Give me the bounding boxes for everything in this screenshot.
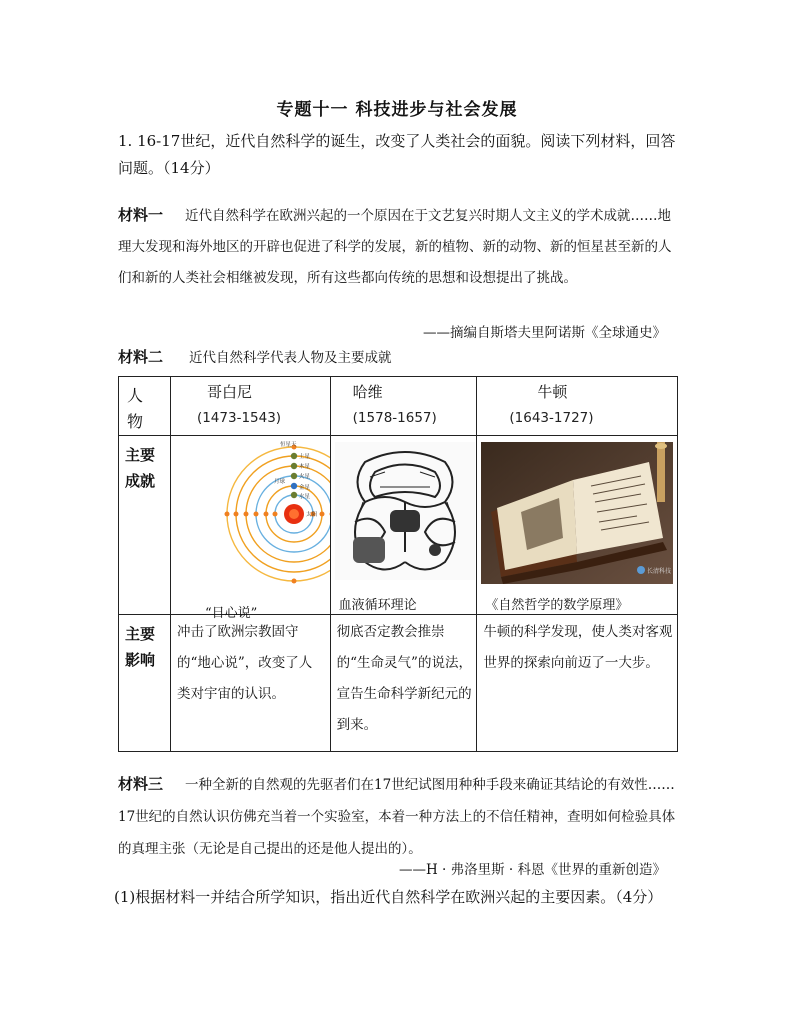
effect-text: 彻底否定教会推崇的“生命灵气”的说法，宣告生命科学新纪元的到来。 (336, 624, 472, 733)
planet-label: 月球 (273, 479, 285, 485)
material-one (118, 200, 678, 294)
watermark-icon (637, 566, 645, 574)
scientist-cell-copernicus (170, 377, 330, 436)
heliocentric-caption: “日心说” (204, 606, 258, 621)
effect-cell-newton (477, 615, 678, 752)
planet-label: 太阳 (305, 512, 317, 518)
material-three-source: ——H · 弗洛里斯 · 科恩《世界的重新创造》 (398, 862, 666, 878)
achievement-label-cell (119, 436, 171, 615)
planet-label: 土星 (298, 454, 310, 460)
scientist-years: (1578-1657) (352, 410, 437, 426)
effect-label: 主要影响 (125, 625, 156, 669)
planet-label: 恒星天 (279, 442, 297, 448)
achievement-label: 主要成就 (125, 446, 156, 490)
planet-label: 火星 (298, 474, 310, 480)
effect-cell-copernicus (170, 615, 330, 752)
circulation-caption: 血液循环理论 (338, 598, 417, 613)
question-intro: 1. 16-17世纪，近代自然科学的诞生，改变了人类社会的面貌。阅读下列材料，回答问题。（14分） (118, 132, 676, 177)
heliocentric-cell (170, 436, 330, 621)
header-label-cell (119, 377, 171, 436)
principia-cell (477, 436, 678, 615)
material-three-text: 一种全新的自然观的先驱者们在17世纪试图用种种手段来确证其结论的有效性……17世纪的自然认识仿佛充当着一个实验室，本着一种方法上的不信任精神，查明如何检验具体的真理主张（无论是自己提出的还是他人提出的）。 (118, 777, 676, 857)
heliocentric-diagram (172, 438, 330, 598)
planet-label: 水星 (298, 494, 310, 500)
scientist-cell-harvey (330, 377, 477, 436)
material-two-heading (118, 346, 678, 367)
principia-photo (481, 442, 673, 584)
effect-cell-harvey (330, 615, 477, 752)
material-one-text: 近代自然科学在欧洲兴起的一个原因在于文艺复兴时期人文主义的学术成就……地理大发现和海外地区的开辟也促进了科学的发展，新的植物、新的动物、新的恒星甚至新的人们和新的人类社会相继被发现，所有这些都向传统的思想和设想提出了挑战。 (118, 208, 672, 286)
material-one-source: ——摘编自斯塔夫里阿诺斯《全球通史》 (423, 325, 666, 341)
scientist-years: (1643-1727) (509, 410, 594, 426)
scientist-cell-newton (477, 377, 678, 436)
scientist-years: (1473-1543) (196, 410, 282, 426)
effect-text: 冲击了欧洲宗教固守的“地心说”，改变了人类对宇宙的认识。 (176, 624, 313, 702)
effect-text: 牛顿的科学发现，使人类对客观世界的探索向前迈了一大步。 (483, 624, 673, 671)
material-two-label: 材料二 (118, 348, 164, 366)
header-label: 人物 (127, 386, 144, 431)
principia-caption: 《自然哲学的数学原理》 (485, 598, 629, 613)
circulation-cell (330, 436, 477, 615)
circulation-diagram (335, 442, 475, 580)
planet-label: 木星 (298, 464, 310, 470)
material-three-label: 材料三 (118, 775, 164, 793)
scientist-name: 哥白尼 (206, 383, 252, 401)
scientist-name: 哈维 (352, 383, 383, 401)
material-two-title: 近代自然科学代表人物及主要成就 (189, 350, 392, 366)
material-one-label: 材料一 (118, 206, 164, 224)
page-title: 专题十一 科技进步与社会发展 (276, 100, 518, 120)
effect-label-cell (119, 615, 171, 752)
scientist-name: 牛顿 (537, 383, 568, 401)
scientists-table (118, 376, 678, 752)
material-three (118, 768, 678, 865)
planet-label: 金星 (298, 485, 310, 491)
sub-question-1: (1)根据材料一并结合所学知识，指出近代自然科学在欧洲兴起的主要因素。（4分） (114, 888, 663, 906)
watermark-text: 长清科技 (647, 568, 672, 575)
